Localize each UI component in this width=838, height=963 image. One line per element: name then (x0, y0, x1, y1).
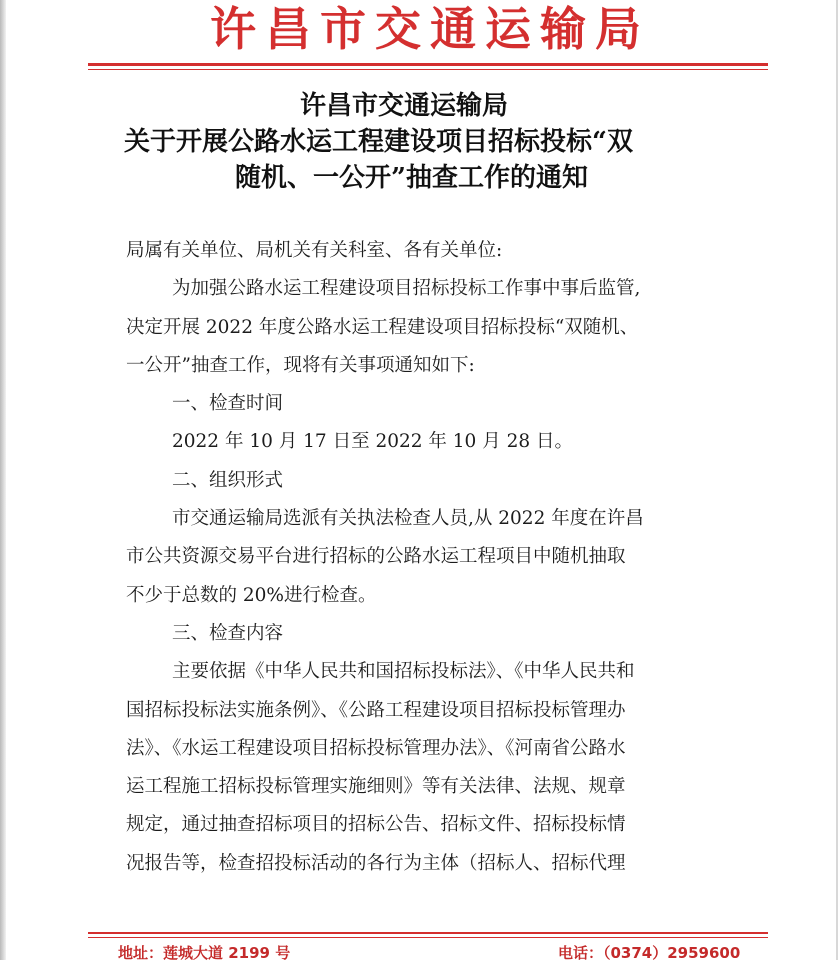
letterhead-org-name: 许昌市交通运输局 (210, 2, 650, 56)
title-line: 关于开展公路水运工程建设项目招标投标“双 (124, 127, 633, 157)
document-body (126, 232, 726, 883)
paragraph-line: 国招标投标法实施条例》、《公路工程建设项目招标投标管理办 (126, 699, 626, 721)
section-heading: 一、检查时间 (172, 393, 284, 415)
footer-red-rule-thin (88, 937, 768, 938)
paragraph-line: 规定，通过抽查招标项目的招标公告、招标文件、招标投标情 (126, 814, 626, 836)
paragraph-line: 不少于总数的 20%进行检查。 (126, 584, 377, 606)
letterhead-red-rule-thin (88, 69, 768, 70)
title-line: 随机、一公开”抽查工作的通知 (235, 163, 588, 193)
paragraph-line: 市交通运输局选派有关执法检查人员,从 2022 年度在许昌 (172, 508, 644, 530)
paragraph-line: 一公开”抽查工作，现将有关事项通知如下: (126, 354, 475, 376)
paragraph-line: 市公共资源交易平台进行招标的公路水运工程项目中随机抽取 (126, 546, 626, 568)
section-heading: 二、组织形式 (172, 469, 284, 491)
letterhead-red-rule (88, 63, 768, 66)
section-heading: 三、检查内容 (172, 622, 284, 644)
paragraph-line: 决定开展 2022 年度公路水运工程建设项目招标投标“双随机、 (126, 316, 639, 338)
footer-address: 地址：莲城大道 2199 号 (118, 944, 291, 962)
paragraph-line: 为加强公路水运工程建设项目招标投标工作事中事后监管, (172, 278, 641, 300)
paragraph-line: 主要依据《中华人民共和国招标投标法》、《中华人民共和 (172, 661, 635, 683)
title-line: 许昌市交通运输局 (300, 91, 509, 121)
paragraph-line: 况报告等，检查招投标活动的各行为主体（招标人、招标代理 (126, 852, 626, 874)
paragraph-line: 运工程施工招标投标管理实施细则》等有关法律、法规、规章 (126, 776, 626, 798)
paragraph-line: 2022 年 10 月 17 日至 2022 年 10 月 28 日。 (172, 431, 574, 453)
paragraph-line: 法》、《水运工程建设项目招标投标管理办法》、《河南省公路水 (126, 737, 626, 759)
footer-phone: 电话：（0374）2959600 (558, 944, 741, 962)
document-title (100, 88, 740, 196)
salutation: 局属有关单位、局机关有关科室、各有关单位: (126, 240, 503, 261)
footer-red-rule (88, 932, 768, 934)
page-left-edge (0, 0, 6, 960)
